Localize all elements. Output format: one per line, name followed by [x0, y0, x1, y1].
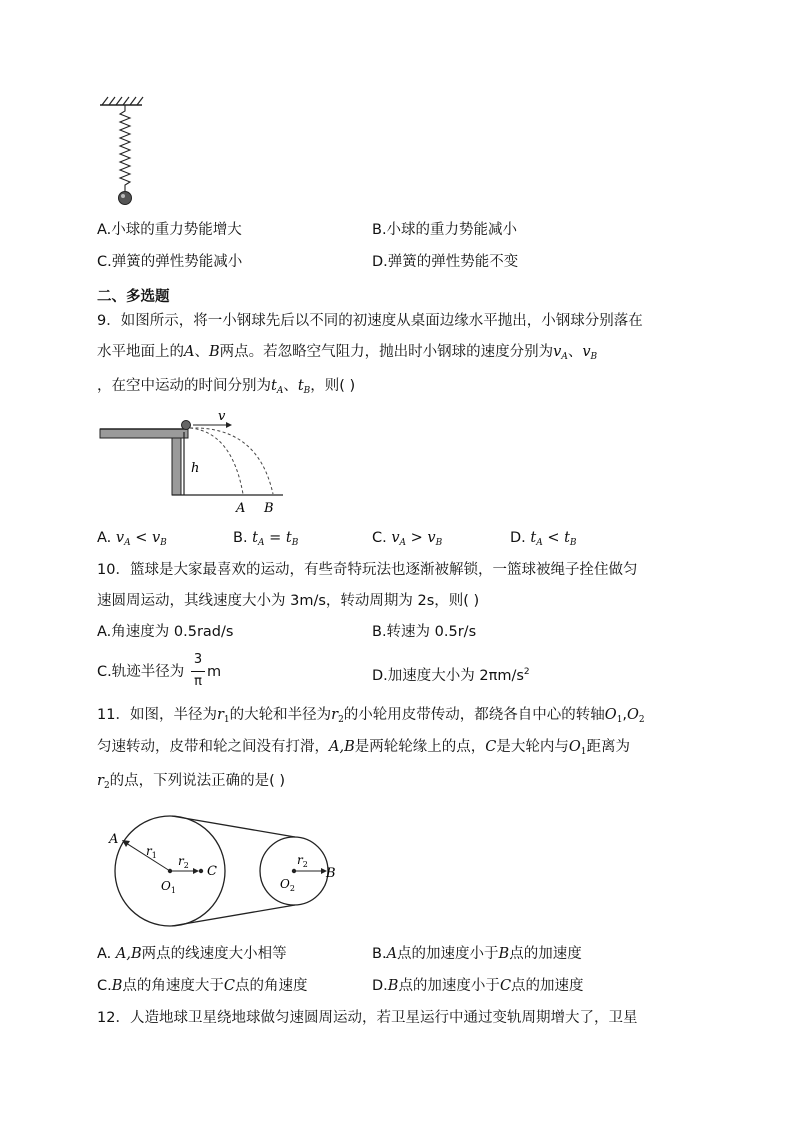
fig-point-b: B	[326, 866, 336, 881]
q11-option-d[interactable]: D.B点的加速度小于C点的加速度	[372, 978, 584, 994]
fig-velocity-label: v	[218, 409, 226, 424]
fig-o1-label: $O_1$	[161, 879, 176, 895]
q11-line1: 11．如图，半径为$r_1$的大轮和半径为$r_2$的小轮用皮带传动，都绕各自中心的转轴$O_1,O_2$	[97, 707, 645, 725]
q11-line2: 匀速转动，皮带和轮之间没有打滑，A,B是两轮轮缘上的点，C是大轮内与$O_1$距离为	[97, 739, 630, 757]
projectile-figure	[98, 406, 288, 518]
fig-point-c: C	[207, 864, 217, 879]
fig-height-label: h	[191, 461, 200, 476]
q9-line3: ，在空中运动的时间分别为$t_A$、$t_B$，则( )	[97, 378, 356, 396]
fig-point-a-label: A	[236, 501, 246, 516]
fig-r2-label-large: $r_2$	[297, 853, 308, 869]
q8-option-b[interactable]: B.小球的重力势能减小	[372, 222, 518, 238]
spring-ball-figure	[96, 95, 146, 210]
q9-option-c[interactable]: C. $v_A > v_B$	[372, 530, 443, 548]
q9-option-b[interactable]: B. $t_A = t_B$	[233, 530, 299, 548]
fig-point-b-label: B	[264, 501, 274, 516]
q8-option-d[interactable]: D.弹簧的弹性势能不变	[372, 254, 519, 270]
q11-option-a[interactable]: A. A,B两点的线速度大小相等	[97, 946, 287, 962]
q8-option-a[interactable]: A.小球的重力势能增大	[97, 222, 242, 238]
q10-option-b[interactable]: B.转速为 0.5r/s	[372, 624, 477, 640]
q10-line1: 10．篮球是大家最喜欢的运动，有些奇特玩法也逐渐被解锁，一篮球被绳子拴住做匀	[97, 562, 638, 578]
q12-line1: 12．人造地球卫星绕地球做匀速圆周运动，若卫星运行中通过变轨周期增大了，卫星	[97, 1010, 638, 1026]
fig-o2-label: $O_2$	[280, 877, 295, 893]
belt-drive-figure	[104, 808, 344, 938]
fig-r1-label: $r_1$	[146, 844, 157, 860]
q8-option-c[interactable]: C.弹簧的弹性势能减小	[97, 254, 243, 270]
q9-option-a[interactable]: A. $v_A < v_B$	[97, 530, 167, 548]
q11-option-b[interactable]: B.A点的加速度小于B点的加速度	[372, 946, 582, 962]
fig-point-a: A	[109, 832, 119, 847]
q9-line1: 9．如图所示，将一小钢球先后以不同的初速度从桌面边缘水平抛出，小钢球分别落在	[97, 313, 643, 329]
q10-line2: 速圆周运动，其线速度大小为 3m/s，转动周期为 2s，则( )	[97, 593, 480, 609]
q11-line3: $r_2$的点，下列说法正确的是( )	[97, 773, 286, 791]
section-title: 二、多选题	[97, 289, 170, 305]
q9-line2: 水平地面上的A、B两点。若忽略空气阻力，抛出时小钢球的速度分别为$v_A$、$v_B$	[97, 344, 598, 362]
q10-option-a[interactable]: A.角速度为 0.5rad/s	[97, 624, 234, 640]
q9-option-d[interactable]: D. $t_A < t_B$	[510, 530, 577, 548]
q10-option-d[interactable]: D.加速度大小为 $2\pi m/s^2$	[372, 667, 530, 684]
fig-r2-label-small: $r_2$	[178, 854, 189, 870]
q11-option-c[interactable]: C.B点的角速度大于C点的角速度	[97, 978, 308, 994]
